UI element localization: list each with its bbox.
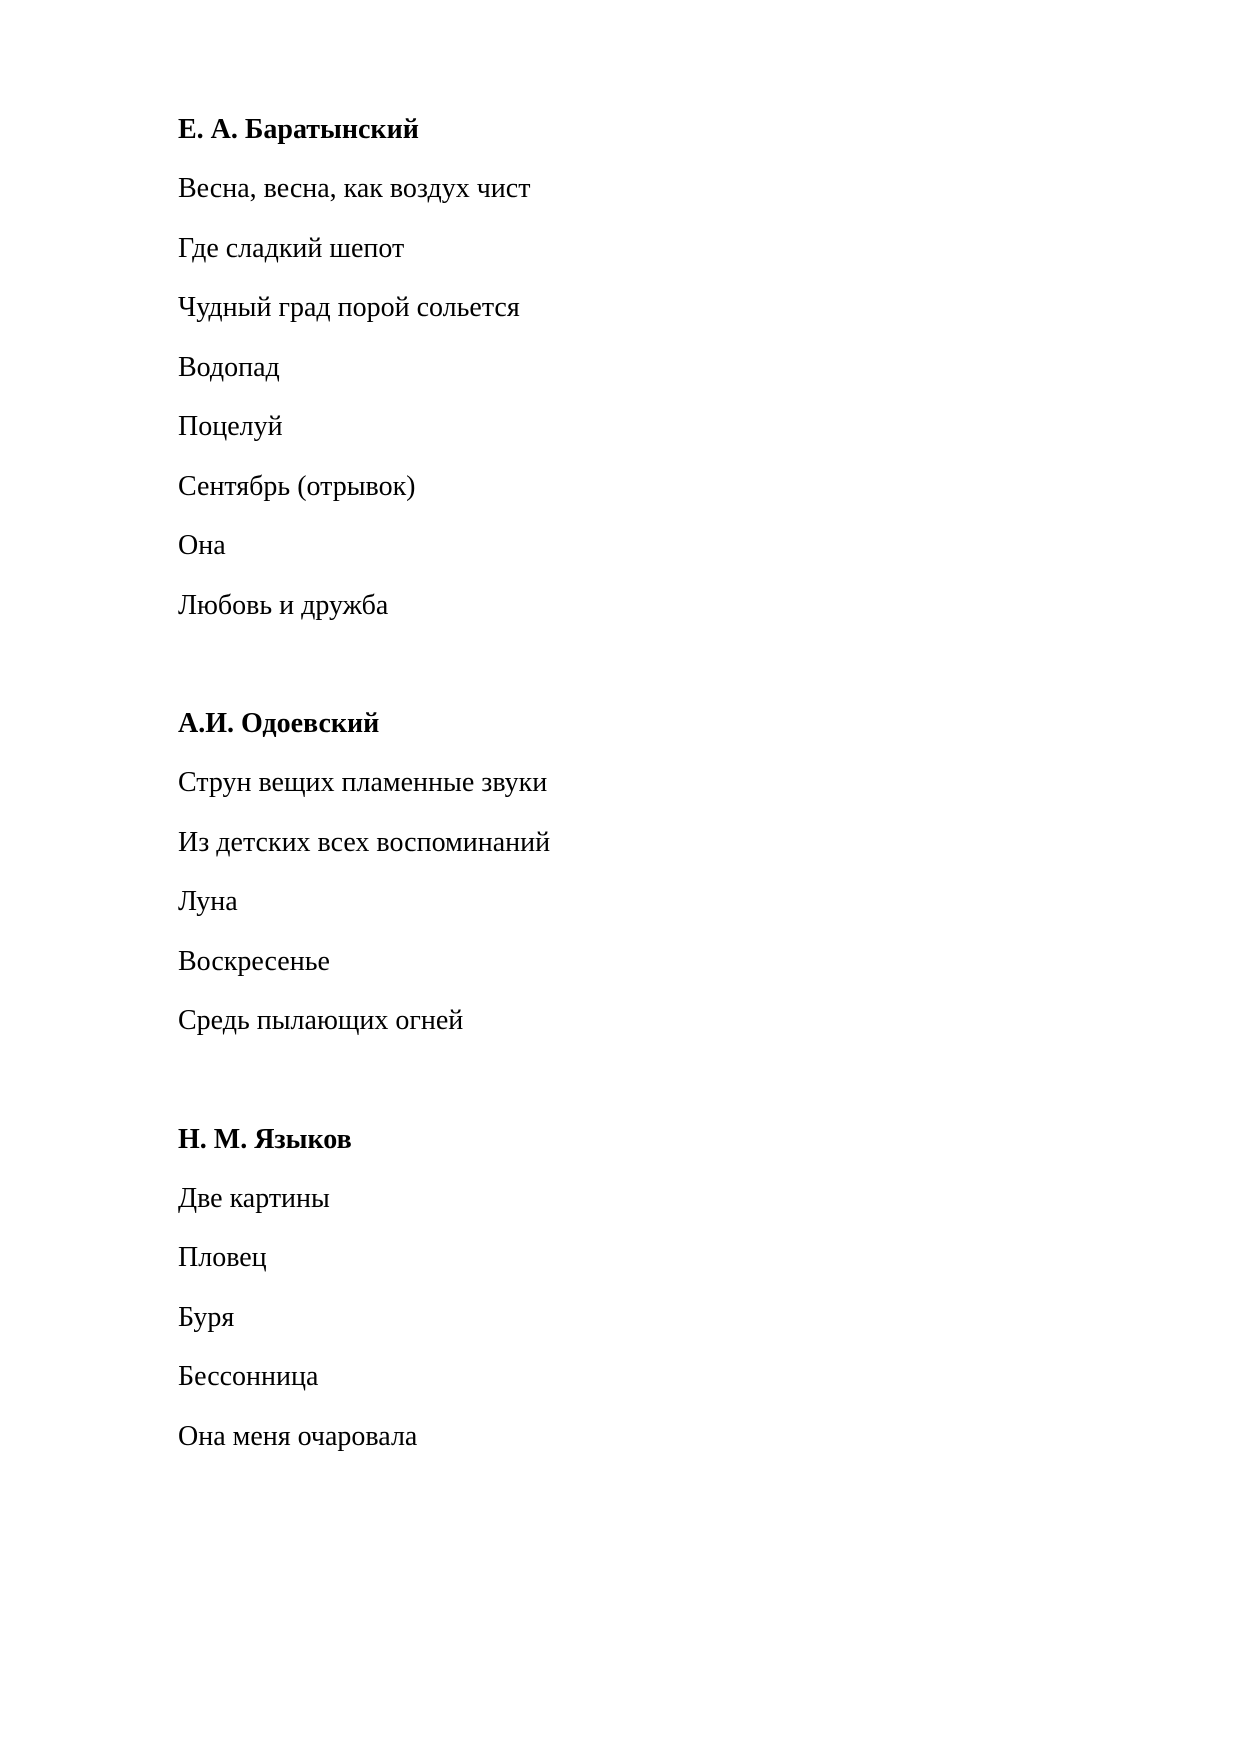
author-heading: Е. А. Баратынский: [178, 114, 419, 145]
poem-title: Весна, весна, как воздух чист: [178, 173, 531, 204]
poem-title: Из детских всех воспоминаний: [178, 826, 551, 858]
poem-title: Водопад: [178, 351, 280, 383]
author-heading: Н. М. Языков: [178, 1123, 352, 1155]
poem-title: Поцелуй: [178, 411, 283, 442]
section-spacer: [178, 650, 1078, 709]
poem-title: Буря: [178, 1301, 235, 1333]
section-spacer: [178, 1066, 1078, 1125]
poem-title: Она меня очаровала: [178, 1420, 418, 1452]
poem-title: Бессонница: [178, 1361, 319, 1392]
poem-title: Воскресенье: [178, 945, 330, 977]
poem-title: Сентябрь (отрывок): [178, 470, 416, 502]
poem-title: Средь пылающих огней: [178, 1005, 464, 1036]
poem-title: Две картины: [178, 1182, 330, 1214]
author-heading: А.И. Одоевский: [178, 708, 380, 739]
poem-title: Она: [178, 530, 226, 561]
poem-title: Пловец: [178, 1242, 267, 1273]
author-section-baratynsky: [178, 115, 1078, 621]
poem-title: Любовь и дружба: [178, 589, 389, 621]
author-section-yazykov: [178, 1125, 1078, 1452]
poem-title: Луна: [178, 886, 238, 917]
poem-title: Чудный град порой сольется: [178, 292, 520, 323]
poem-list: [178, 115, 1078, 1481]
poem-title: Струн вещих пламенные звуки: [178, 767, 548, 798]
author-section-odoevsky: [178, 709, 1078, 1036]
poem-title: Где сладкий шепот: [178, 232, 405, 264]
